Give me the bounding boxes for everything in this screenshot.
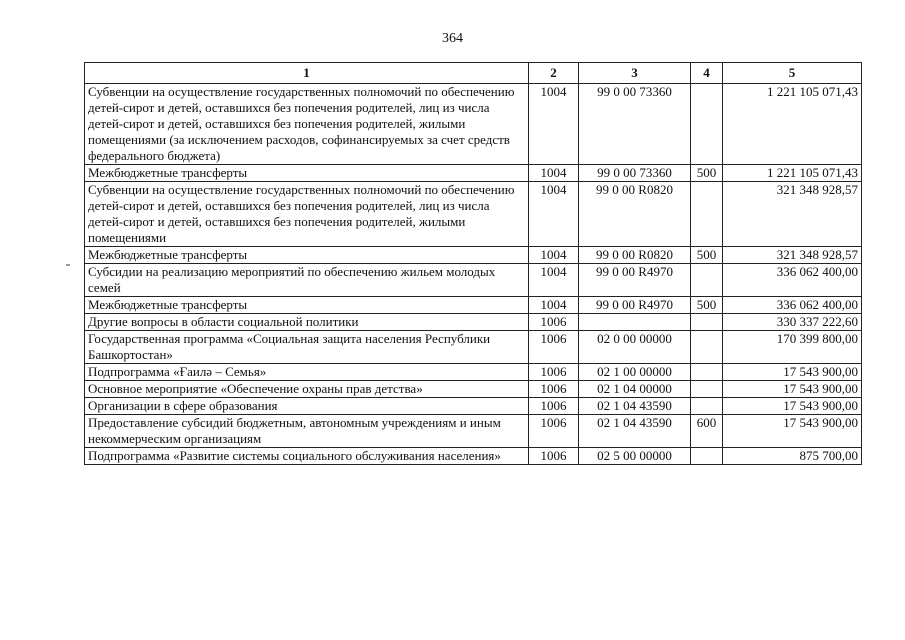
- row-article: 02 0 00 00000: [579, 331, 691, 364]
- row-kind: [691, 182, 723, 247]
- table-row: [85, 84, 862, 165]
- page-number: 364: [442, 31, 463, 46]
- row-amount: 170 399 800,00: [723, 331, 862, 364]
- row-name: Субсидии на реализацию мероприятий по обеспечению жильем молодых семей: [85, 264, 529, 297]
- table-row: [85, 331, 862, 364]
- row-section: 1004: [529, 84, 579, 165]
- row-amount: 330 337 222,60: [723, 314, 862, 331]
- column-header-name: 1: [85, 63, 529, 84]
- row-amount: 1 221 105 071,43: [723, 165, 862, 182]
- row-article: 99 0 00 73360: [579, 84, 691, 165]
- row-amount: 1 221 105 071,43: [723, 84, 862, 165]
- row-kind: 500: [691, 297, 723, 314]
- column-header-section: 2: [529, 63, 579, 84]
- table-row: [85, 314, 862, 331]
- row-section: 1004: [529, 297, 579, 314]
- row-section: 1006: [529, 398, 579, 415]
- row-kind: [691, 264, 723, 297]
- row-kind: [691, 381, 723, 398]
- table-row: [85, 448, 862, 465]
- row-name: Подпрограмма «Развитие системы социального обслуживания населения»: [85, 448, 529, 465]
- row-article: 02 5 00 00000: [579, 448, 691, 465]
- row-name: Основное мероприятие «Обеспечение охраны прав детства»: [85, 381, 529, 398]
- row-name: Межбюджетные трансферты: [85, 247, 529, 264]
- row-section: 1004: [529, 247, 579, 264]
- column-header-article: 3: [579, 63, 691, 84]
- row-kind: [691, 314, 723, 331]
- row-amount: 336 062 400,00: [723, 264, 862, 297]
- row-article: 02 1 04 43590: [579, 398, 691, 415]
- table-row: [85, 165, 862, 182]
- row-section: 1006: [529, 415, 579, 448]
- row-article: 02 1 04 00000: [579, 381, 691, 398]
- table-row: [85, 264, 862, 297]
- row-name: Субвенции на осуществление государственных полномочий по обеспечению детей-сирот и детей, оставшихся без попечения родителей, лиц из числа детей-сирот и детей, оставшихся без попечения родителей, жилыми помещениями: [85, 182, 529, 247]
- row-name: Организации в сфере образования: [85, 398, 529, 415]
- row-kind: [691, 448, 723, 465]
- row-article: 99 0 00 73360: [579, 165, 691, 182]
- header-row: [85, 63, 862, 84]
- row-article: 99 0 00 R0820: [579, 247, 691, 264]
- row-section: 1006: [529, 381, 579, 398]
- row-section: 1006: [529, 364, 579, 381]
- row-article: 99 0 00 R4970: [579, 264, 691, 297]
- row-name: Межбюджетные трансферты: [85, 165, 529, 182]
- row-name: Предоставление субсидий бюджетным, автономным учреждениям и иным некоммерческим организациям: [85, 415, 529, 448]
- row-name: Субвенции на осуществление государственных полномочий по обеспечению детей-сирот и детей, оставшихся без попечения родителей, лиц из числа детей-сирот и детей, оставшихся без попечения родителей, жилыми помещениями (за исключением расходов, софинансируемых за счет средств федерального бюджета): [85, 84, 529, 165]
- row-kind: 500: [691, 247, 723, 264]
- table-row: [85, 415, 862, 448]
- table-row: [85, 247, 862, 264]
- row-kind: [691, 364, 723, 381]
- row-name: Государственная программа «Социальная защита населения Республики Башкортостан»: [85, 331, 529, 364]
- row-section: 1006: [529, 314, 579, 331]
- table-row: [85, 398, 862, 415]
- row-article: 02 1 04 43590: [579, 415, 691, 448]
- row-section: 1004: [529, 182, 579, 247]
- row-article: 02 1 00 00000: [579, 364, 691, 381]
- table-row: [85, 381, 862, 398]
- scan-artifact: [66, 264, 70, 266]
- row-kind: [691, 84, 723, 165]
- row-amount: 336 062 400,00: [723, 297, 862, 314]
- row-name: Межбюджетные трансферты: [85, 297, 529, 314]
- row-amount: 875 700,00: [723, 448, 862, 465]
- row-article: [579, 314, 691, 331]
- row-section: 1004: [529, 165, 579, 182]
- row-section: 1006: [529, 448, 579, 465]
- table-row: [85, 297, 862, 314]
- column-header-kind: 4: [691, 63, 723, 84]
- row-amount: 17 543 900,00: [723, 381, 862, 398]
- row-amount: 321 348 928,57: [723, 182, 862, 247]
- budget-table: [84, 62, 862, 465]
- row-kind: [691, 331, 723, 364]
- row-article: 99 0 00 R0820: [579, 182, 691, 247]
- table-row: [85, 364, 862, 381]
- row-name: Подпрограмма «Ғаилә – Семья»: [85, 364, 529, 381]
- row-article: 99 0 00 R4970: [579, 297, 691, 314]
- column-header-amount: 5: [723, 63, 862, 84]
- row-amount: 17 543 900,00: [723, 415, 862, 448]
- row-section: 1004: [529, 264, 579, 297]
- row-amount: 321 348 928,57: [723, 247, 862, 264]
- row-name: Другие вопросы в области социальной политики: [85, 314, 529, 331]
- row-amount: 17 543 900,00: [723, 398, 862, 415]
- row-kind: [691, 398, 723, 415]
- table-row: [85, 182, 862, 247]
- row-kind: 500: [691, 165, 723, 182]
- row-section: 1006: [529, 331, 579, 364]
- row-kind: 600: [691, 415, 723, 448]
- row-amount: 17 543 900,00: [723, 364, 862, 381]
